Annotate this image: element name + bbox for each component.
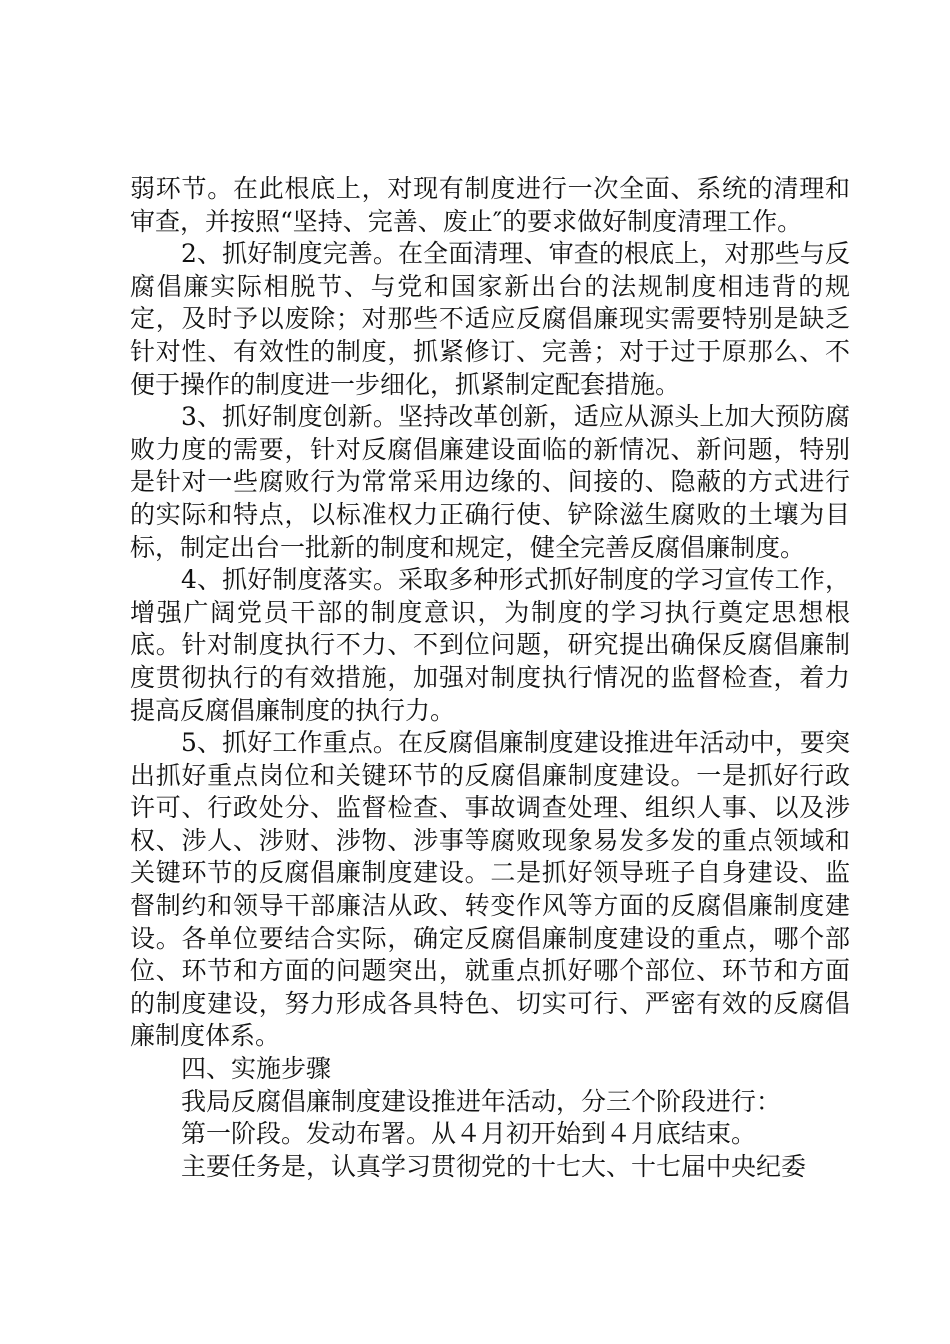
paragraph-item-3: 3、抓好制度创新。坚持改革创新，适应从源头上加大预防腐败力度的需要，针对反腐倡廉建设面临的新情况、新问题，特别是针对一些腐败行为常常采用边缘的、间接的、隐蔽的方式进行的实际和特点，以标准权力正确行使、铲除滋生腐败的土壤为目标，制定出台一批新的制度和规定，健全完善反腐倡廉制度。 — [130, 402, 850, 562]
paragraph-item-2: 2、抓好制度完善。在全面清理、审查的根底上，对那些与反腐倡廉实际相脱节、与党和国家新出台的法规制度相违背的规定，及时予以废除；对那些不适应反腐倡廉现实需要特别是缺乏针对性、有效性的制度，抓紧修订、完善；对于过于原那么、不便于操作的制度进一步细化，抓紧制定配套措施。 — [130, 239, 850, 399]
paragraph-stage-one: 第一阶段。发动布署。从４月初开始到４月底结束。 — [181, 1119, 757, 1149]
document-body — [130, 173, 850, 1183]
paragraph-continuation: 弱环节。在此根底上，对现有制度进行一次全面、系统的清理和审查，并按照“坚持、完善、废止″的要求做好制度清理工作。 — [130, 174, 850, 236]
section-heading: 四、实施步骤 — [181, 1054, 332, 1084]
paragraph-item-5: 5、抓好工作重点。在反腐倡廉制度建设推进年活动中，要突出抓好重点岗位和关键环节的反腐倡廉制度建设。一是抓好行政许可、行政处分、监督检查、事故调查处理、组织人事、以及涉权、涉人、涉财、涉物、涉事等腐败现象易发多发的重点领域和关键环节的反腐倡廉制度建设。二是抓好领导班子自身建设、监督制约和领导干部廉洁从政、转变作风等方面的反腐倡廉制度建设。各单位要结合实际，确定反腐倡廉制度建设的重点，哪个部位、环节和方面的问题突出，就重点抓好哪个部位、环节和方面的制度建设，努力形成各具特色、切实可行、严密有效的反腐倡廉制度体系。 — [130, 728, 850, 1051]
paragraph-item-4: 4、抓好制度落实。采取多种形式抓好制度的学习宣传工作，增强广阔党员干部的制度意识，为制度的学习执行奠定思想根底。针对制度执行不力、不到位问题，研究提出确保反腐倡廉制度贯彻执行的有效措施，加强对制度执行情况的监督检查，着力提高反腐倡廉制度的执行力。 — [130, 565, 850, 725]
paragraph-main-tasks: 主要任务是，认真学习贯彻党的十七大、十七届中央纪委 — [181, 1151, 807, 1181]
paragraph-intro: 我局反腐倡廉制度建设推进年活动，分三个阶段进行： — [181, 1086, 782, 1116]
